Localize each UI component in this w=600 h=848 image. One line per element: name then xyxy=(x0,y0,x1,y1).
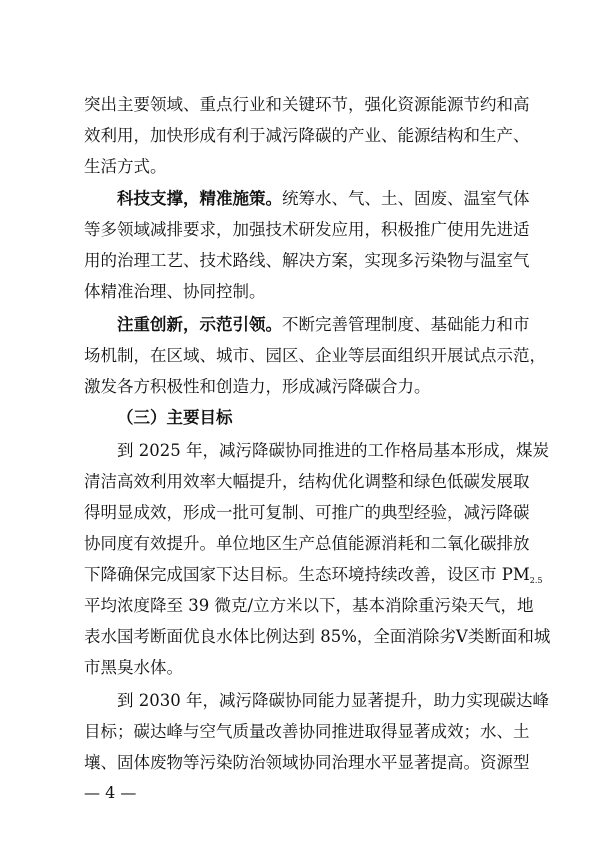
paragraph-5-line-1: 到 2030 年，减污降碳协同能力显著提升，助力实现碳达峰 xyxy=(117,691,549,710)
paragraph-4-line-4: 协同度有效提升。单位地区生产总值能源消耗和二氧化碳排放 xyxy=(84,534,530,553)
paragraph-1-line-3: 生活方式。 xyxy=(84,157,167,176)
paragraph-3-line-1 xyxy=(117,314,530,336)
paragraph-2-lead: 科技支撑，精准施策。 xyxy=(117,189,282,208)
paragraph-2-line-4: 体精准治理、协同控制。 xyxy=(84,282,266,301)
paragraph-1-line-1: 突出主要领域、重点行业和关键环节，强化资源能源节约和高 xyxy=(84,95,530,114)
paragraph-2-line-3: 用的治理工艺、技术路线、解决方案，实现多污染物与温室气 xyxy=(84,251,530,270)
paragraph-3-line-2: 场机制，在区域、城市、园区、企业等层面组织开展试点示范， xyxy=(84,346,546,365)
paragraph-3-lead: 注重创新，示范引领。 xyxy=(117,315,282,334)
paragraph-5-line-3: 壤、固体废物等污染防治领域协同治理水平显著提高。资源型 xyxy=(84,753,530,772)
paragraph-1-line-2: 效利用，加快形成有利于减污降碳的产业、能源结构和生产、 xyxy=(84,126,530,145)
paragraph-2-line-1 xyxy=(117,188,530,210)
paragraph-4-line-7: 表水国考断面优良水体比例达到 85%，全面消除劣Ⅴ类断面和城 xyxy=(84,627,551,646)
paragraph-4-line-1: 到 2025 年，减污降碳协同推进的工作格局基本形成，煤炭 xyxy=(117,441,549,460)
paragraph-2-line-2: 等多领域减排要求，加强技术研发应用，积极推广使用先进适 xyxy=(84,220,530,239)
section-heading: （三）主要目标 xyxy=(117,408,233,427)
paragraph-4-line-5-text: 下降确保完成国家下达目标。生态环境持续改善，设区市 PM xyxy=(84,565,530,584)
paragraph-4-line-2: 清洁高效利用效率大幅提升，结构优化调整和绿色低碳发展取 xyxy=(84,472,530,491)
paragraph-3-line-3: 激发各方积极性和创造力，形成减污降碳合力。 xyxy=(84,377,431,396)
paragraph-4-line-3: 得明显成效，形成一批可复制、可推广的典型经验，减污降碳 xyxy=(84,503,530,522)
page-number: — 4 — xyxy=(84,783,137,802)
paragraph-4-line-8: 市黑臭水体。 xyxy=(84,658,183,677)
paragraph-4-line-5 xyxy=(84,564,543,592)
paragraph-2-line-1-rest: 统筹水、气、土、固废、温室气体 xyxy=(282,189,530,208)
paragraph-4-line-6: 平均浓度降至 39 微克/立方米以下，基本消除重污染天气，地 xyxy=(84,596,534,615)
paragraph-5-line-2: 目标；碳达峰与空气质量改善协同推进取得显著成效；水、土 xyxy=(84,722,530,741)
paragraph-3-line-1-rest: 不断完善管理制度、基础能力和市 xyxy=(282,315,530,334)
pm-subscript: 2.5 xyxy=(529,576,543,585)
